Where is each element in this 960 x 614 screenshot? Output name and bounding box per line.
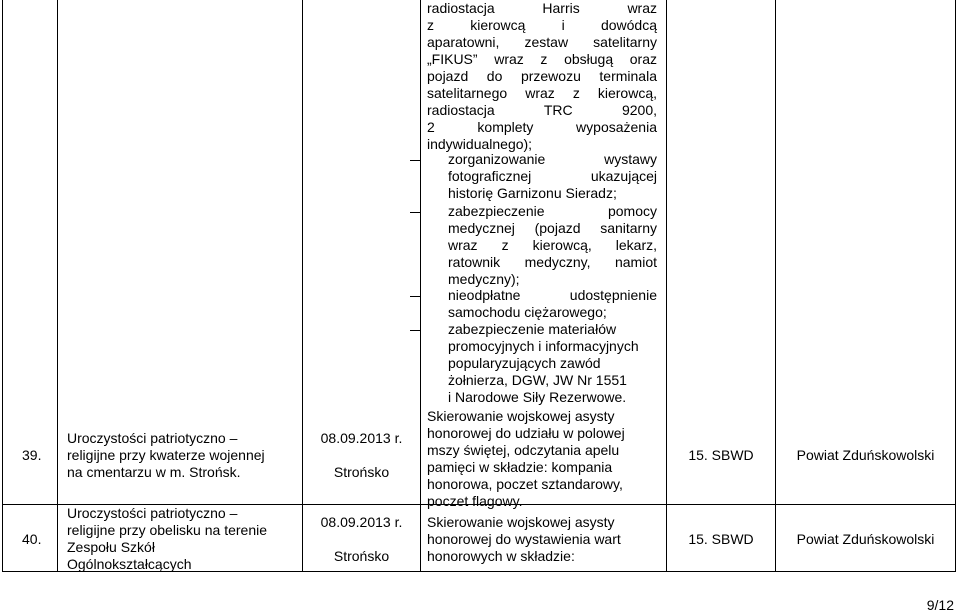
- dash-bullet: [410, 330, 421, 331]
- text-line: zorganizowanie wystawy: [448, 151, 657, 167]
- row-number: 39.: [22, 447, 42, 463]
- text-line: „FIKUS” wraz z obsługą oraz: [427, 51, 657, 67]
- event-place: Strońsko: [333, 548, 390, 564]
- event-description: [427, 514, 663, 565]
- text-line: religijne przy obelisku na terenie: [67, 522, 267, 538]
- table-divider-3: [420, 0, 421, 572]
- table-divider-2: [302, 0, 303, 572]
- text-line: wraz z kierowcą, lekarz,: [448, 237, 657, 253]
- text-line: mszy świętej, odczytania apelu: [427, 442, 620, 458]
- text-line: medycznej (pojazd sanitarny: [448, 220, 657, 236]
- text-line: fotograficznej ukazującej: [448, 168, 657, 184]
- table-border-left: [2, 0, 3, 572]
- bullet-item-medical: [448, 203, 657, 288]
- page-number: 9/12: [926, 597, 954, 613]
- text-line: Uroczystości patriotyczno –: [67, 505, 238, 521]
- text-line: zabezpieczenie pomocy: [448, 203, 657, 219]
- dash-bullet: [410, 212, 421, 213]
- text-line: medyczny);: [448, 271, 520, 287]
- text-line: z kierowcą i dowódcą: [427, 17, 657, 33]
- event-description: [427, 408, 663, 510]
- text-line: honorowych w składzie:: [427, 548, 575, 564]
- text-line: honorowa, poczet sztandarowy,: [427, 476, 623, 492]
- text-line: radiostacja Harris wraz: [427, 0, 657, 16]
- continued-description: [427, 0, 657, 153]
- text-line: honorowej do udziału w polowej: [427, 425, 625, 441]
- text-line: samochodu ciężarowego;: [448, 304, 607, 320]
- text-line: historię Garnizonu Sieradz;: [448, 185, 617, 201]
- text-line: i Narodowe Siły Rezerwowe.: [448, 389, 627, 405]
- text-line: satelitarnego wraz z kierowcą,: [427, 85, 657, 101]
- event-date: 08.09.2013 r.: [320, 514, 403, 530]
- text-line: aparatowni, zestaw satelitarny: [427, 34, 657, 50]
- event-name: [67, 505, 299, 573]
- military-unit: 15. SBWD: [688, 531, 754, 547]
- text-line: religijne przy kwaterze wojennej: [67, 447, 265, 463]
- text-line: żołnierza, DGW, JW Nr 1551: [448, 372, 627, 388]
- military-unit: 15. SBWD: [688, 447, 754, 463]
- district: Powiat Zduńskowolski: [796, 531, 935, 547]
- text-line: indywidualnego);: [427, 136, 533, 152]
- bullet-item-truck: [448, 287, 657, 321]
- text-line: radiostacja TRC 9200,: [427, 102, 657, 118]
- text-line: ratownik medyczny, namiot: [448, 254, 657, 270]
- text-line: promocyjnych i informacyjnych: [448, 338, 639, 354]
- bullet-item-exhibition: [448, 151, 657, 202]
- text-line: Uroczystości patriotyczno –: [67, 430, 238, 446]
- row-number: 40.: [22, 531, 42, 547]
- dash-bullet: [410, 160, 421, 161]
- table-divider-4: [666, 0, 667, 572]
- text-line: honorowej do wystawienia wart: [427, 531, 621, 547]
- text-line: nieodpłatne udostępnienie: [448, 287, 657, 303]
- table-divider-1: [57, 0, 58, 572]
- text-line: zabezpieczenie materiałów: [448, 321, 617, 337]
- text-line: 2 komplety wyposażenia: [427, 119, 657, 135]
- bullet-item-materials: [448, 321, 663, 406]
- event-name: [67, 430, 299, 481]
- text-line: Skierowanie wojskowej asysty: [427, 514, 615, 530]
- text-line: Zespołu Szkół: [67, 539, 155, 555]
- text-line: pamięci w składzie: kompania: [427, 459, 613, 475]
- dash-bullet: [410, 296, 421, 297]
- event-place: Strońsko: [333, 464, 390, 480]
- text-line: poczet flagowy.: [427, 493, 523, 509]
- text-line: Skierowanie wojskowej asysty: [427, 408, 615, 424]
- event-date: 08.09.2013 r.: [320, 430, 403, 446]
- text-line: na cmentarzu w m. Strońsk.: [67, 464, 241, 480]
- table-divider-5: [775, 0, 776, 572]
- district: Powiat Zduńskowolski: [796, 447, 935, 463]
- table-border-right: [955, 0, 956, 572]
- text-line: pojazd do przewozu terminala: [427, 68, 657, 84]
- text-line: popularyzujących zawód: [448, 355, 601, 371]
- text-line: Ogólnokształcących: [67, 556, 192, 572]
